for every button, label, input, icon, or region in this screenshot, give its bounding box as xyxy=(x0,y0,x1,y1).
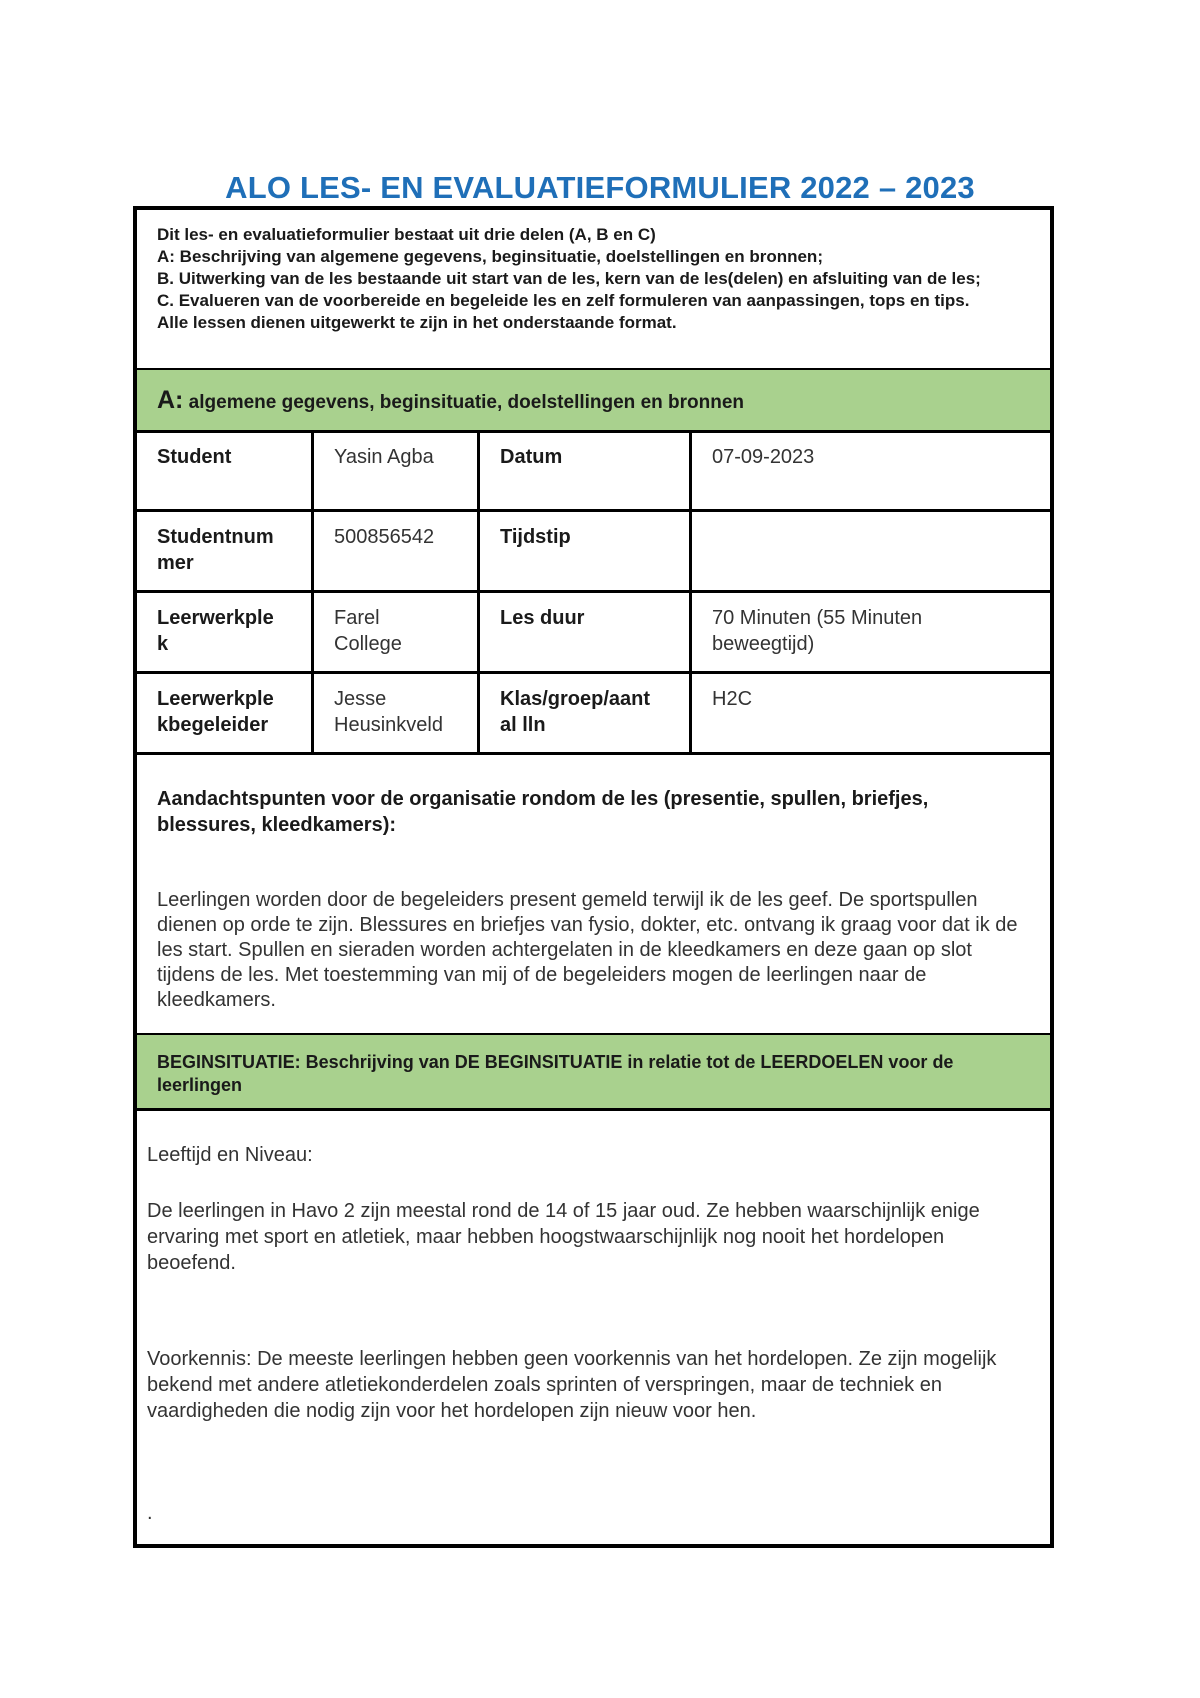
leerwerkplek-label: Leerwerkplek xyxy=(157,607,274,655)
section-a-text: algemene gegevens, beginsituatie, doelstellingen en bronnen xyxy=(183,392,745,413)
section-b-header: BEGINSITUATIE: Beschrijving van DE BEGINSITUATIE in relatie tot de LEERDOELEN voor de leerlingen xyxy=(137,1035,1050,1108)
niveau-label: Leeftijd en Niveau: xyxy=(147,1144,313,1166)
klas-label: Klas/groep/aantal lln xyxy=(500,688,651,736)
les-duur-value: 70 Minuten (55 Minuten beweegtijd) xyxy=(712,607,923,655)
datum-label: Datum xyxy=(500,446,563,468)
voorkennis-text: Voorkennis: De meeste leerlingen hebben geen voorkennis van het hordelopen. Ze zijn mogelijk bekend met andere atletiekonderdelen zoals sprinten of verspringen, maar de techniek en vaardigheden die nodig zijn voor het hordelopen zijn nieuw voor hen. xyxy=(147,1348,997,1422)
aandachtspunten-title: Aandachtspunten voor de organisatie rondom de les (presentie, spullen, briefjes, blessures, kleedkamers): xyxy=(157,788,929,836)
intro-line: Dit les- en evaluatieformulier bestaat uit drie delen (A, B en C) xyxy=(157,225,656,244)
leerwerkplekbegeleider-label: Leerwerkplekbegeleider xyxy=(157,688,274,736)
les-duur-label: Les duur xyxy=(500,607,585,629)
tijdstip-value xyxy=(692,512,1050,536)
datum-value: 07-09-2023 xyxy=(712,446,815,468)
klas-value: H2C xyxy=(712,688,753,710)
studentnummer-label: Studentnummer xyxy=(157,526,274,574)
studentnummer-value: 500856542 xyxy=(334,526,435,548)
leerwerkplekbegeleider-value: Jesse Heusinkveld xyxy=(334,688,443,736)
leerwerkplek-value: Farel College xyxy=(334,607,402,655)
intro-line: A: Beschrijving van algemene gegevens, beginsituatie, doelstellingen en bronnen; xyxy=(157,247,823,266)
intro-line: C. Evalueren van de voorbereide en begeleide les en zelf formuleren van aanpassingen, tops en tips. xyxy=(157,291,970,310)
intro-line: Alle lessen dienen uitgewerkt te zijn in het onderstaande format. xyxy=(157,313,677,332)
tijdstip-label: Tijdstip xyxy=(500,526,571,548)
student-label: Student xyxy=(157,446,232,468)
student-value: Yasin Agba xyxy=(334,446,434,468)
aandachtspunten-body: Leerlingen worden door de begeleiders present gemeld terwijl ik de les geef. De sportspullen dienen op orde te zijn. Blessures en briefjes van fysio, dokter, etc. ontvang ik graag voor dat ik de les start. Spullen en sieraden worden achtergelaten in de kleedkamers en deze gaan op slot tijdens de les. Met toestemming van mij of de begeleiders mogen de leerlingen naar de kleedkamers. xyxy=(157,889,1018,1011)
intro-line: B. Uitwerking van de les bestaande uit start van de les, kern van de les(delen) en afsluiting van de les; xyxy=(157,269,981,288)
evaluation-form xyxy=(133,206,1054,1548)
intro-text xyxy=(157,224,1034,334)
divider xyxy=(137,752,1050,755)
page-title: ALO LES- EN EVALUATIEFORMULIER 2022 – 2023 xyxy=(225,170,975,205)
section-a-letter: A: xyxy=(157,386,184,414)
divider xyxy=(137,1108,1050,1111)
section-a-header xyxy=(137,370,1050,430)
niveau-text: De leerlingen in Havo 2 zijn meestal rond de 14 of 15 jaar oud. Ze hebben waarschijnlijk enige ervaring met sport en atletiek, maar hebben hoogstwaarschijnlijk nog nooit het hordelopen beoefend. xyxy=(147,1200,980,1274)
trailing-dot: . xyxy=(147,1502,153,1524)
